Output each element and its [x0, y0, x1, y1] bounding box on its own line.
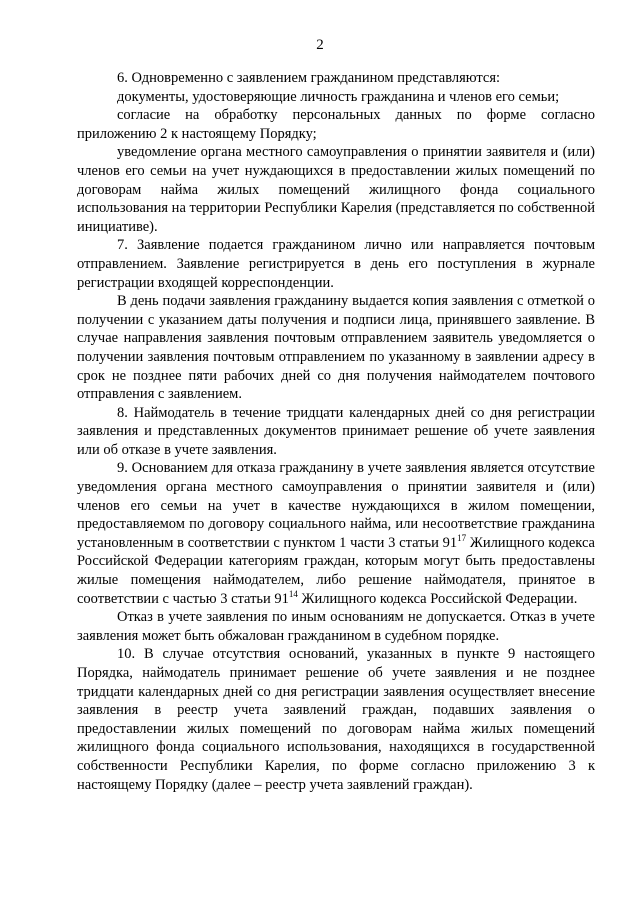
paragraph-8: 8. Наймодатель в течение тридцати календарных дней со дня регистрации заявления и представленных документов принимает решение об учете заявления или об отказе в учете заявления. — [77, 404, 595, 458]
paragraph-6-documents: документы, удостоверяющие личность гражданина и членов его семьи; — [117, 88, 560, 105]
paragraph-9-part-a: 9. Основанием для отказа гражданину в учете заявления является отсутствие уведомления органа местного самоуправления о принятии заявителя и (или) членов его семьи на учет в качестве нуждающихся в жилом помещении, предоставляемом по договору социального найма, или несоответствие гражданина установленным в соответствии с пунктом 1 части 3 статьи 91 — [77, 460, 595, 551]
document-body — [77, 69, 595, 794]
paragraph-9-part-c: Жилищного кодекса Российской Федерации. — [297, 590, 578, 607]
article-superscript-17: 17 — [457, 532, 467, 543]
paragraph-6-consent: согласие на обработку персональных данных по форме согласно приложению 2 к настоящему Порядку; — [77, 107, 595, 142]
paragraph-6-intro: 6. Одновременно с заявлением гражданином представляются: — [117, 70, 501, 86]
paragraph-6-notice: уведомление органа местного самоуправления о принятии заявителя и (или) членов его семьи на учет нуждающихся в предоставлении жилых помещений по договорам найма жилых помещений жилищного фонда социального использования на территории Республики Карелия (представляется по собственной инициативе). — [77, 144, 595, 235]
paragraph-10: 10. В случае отсутствия оснований, указанных в пункте 9 настоящего Порядка, наймодатель принимает решение об учете заявления и не позднее тридцати календарных дней со дня регистрации заявления осуществляет внесение заявления в реестр учета заявлений граждан, подавших заявления о предоставлении жилых помещений по договорам найма жилых помещений жилищного фонда социального использования, находящихся в государственной собственности Республики Карелия, по форме согласно приложению 3 к настоящему Порядку (далее – реестр учета заявлений граждан). — [77, 646, 595, 793]
paragraph-7-copy: В день подачи заявления гражданину выдается копия заявления с отметкой о получении с указанием даты получения и подписи лица, принявшего заявление. В случае направления заявления почтовым отправлением заявитель уведомляется о получении заявления почтовым отправлением по указанному в заявлении адресу в срок не позднее пяти рабочих дней со дня получения наймодателем почтового отправления с заявлением. — [77, 293, 595, 403]
paragraph-7: 7. Заявление подается гражданином лично или направляется почтовым отправлением. Заявление регистрируется в день его поступления в журнале регистрации входящей корреспонденции. — [77, 237, 595, 291]
paragraph-9-part-b: Жилищного кодекса Российской Федерации категориям граждан, которым могут быть предоставлены жилые помещения наймодателем, либо решение наймодателя, принятое в соответствии с частью 3 статьи 91 — [77, 534, 595, 607]
paragraph-9 — [77, 459, 595, 608]
page-number: 2 — [316, 37, 324, 53]
article-superscript-14: 14 — [288, 588, 298, 599]
paragraph-9-refusal: Отказ в учете заявления по иным основаниям не допускается. Отказ в учете заявления может быть обжалован гражданином в судебном порядке. — [77, 609, 595, 644]
